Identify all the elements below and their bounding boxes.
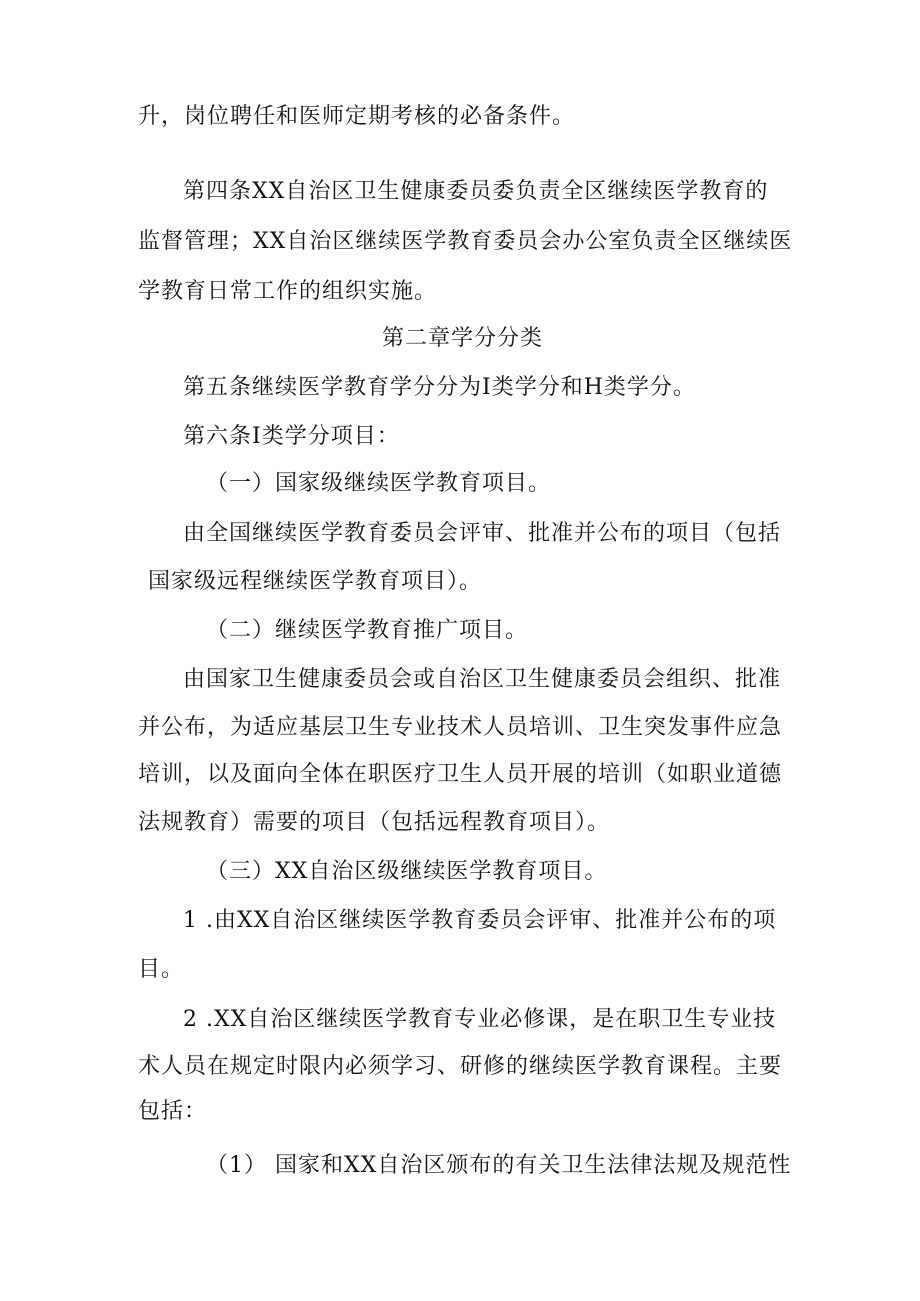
item-3-point-2-line-3: 包括：	[138, 1099, 208, 1124]
article-4-line-1: 第四条XX自治区卫生健康委员委负责全区继续医学教育的	[183, 179, 769, 204]
sub-item-1-line-1: （1） 国家和XX自治区颁布的有关卫生法律法规及规范性	[206, 1153, 792, 1178]
item-3-point-1-line-1: 1 .由XX自治区继续医学教育委员会评审、批准并公布的项	[183, 908, 777, 933]
item-3-point-2-line-1: 2 .XX自治区继续医学教育专业必修课，是在职卫生专业技	[183, 1007, 777, 1032]
item-1-desc-line-2: 国家级远程继续医学教育项目）。	[148, 569, 483, 594]
item-1-desc-line-1: 由全国继续医学教育委员会评审、批准并公布的项目（包括	[183, 521, 782, 546]
article-6: 第六条I类学分项目：	[183, 424, 400, 449]
item-2-desc-line-4: 法规教育）需要的项目（包括远程教育项目）。	[138, 810, 611, 835]
item-2-desc-line-2: 并公布，为适应基层卫生专业技术人员培训、卫生突发事件应急	[138, 715, 783, 740]
article-4-line-2: 监督管理；XX自治区继续医学教育委员会办公室负责全区继续医	[138, 229, 793, 254]
item-2-heading: （二）继续医学教育推广项目。	[206, 618, 529, 643]
item-1-heading: （一）国家级继续医学教育项目。	[206, 471, 552, 496]
item-2-desc-line-1: 由国家卫生健康委员会或自治区卫生健康委员会组织、批准	[183, 667, 782, 692]
item-2-desc-line-3: 培训，以及面向全体在职医疗卫生人员开展的培训（如职业道德	[138, 762, 783, 787]
item-3-heading: （三）XX自治区级继续医学教育项目。	[206, 859, 608, 884]
article-4-line-3: 学教育日常工作的组织实施。	[138, 279, 438, 304]
text-line-continuation: 升，岗位聘任和医师定期考核的必备条件。	[138, 104, 576, 129]
article-5: 第五条继续医学教育学分分为I类学分和H类学分。	[183, 375, 696, 400]
chapter-heading: 第二章学分分类	[382, 326, 544, 351]
item-3-point-2-line-2: 术人员在规定时限内必须学习、研修的继续医学教育课程。主要	[138, 1054, 783, 1079]
item-3-point-1-line-2: 目。	[138, 957, 185, 982]
